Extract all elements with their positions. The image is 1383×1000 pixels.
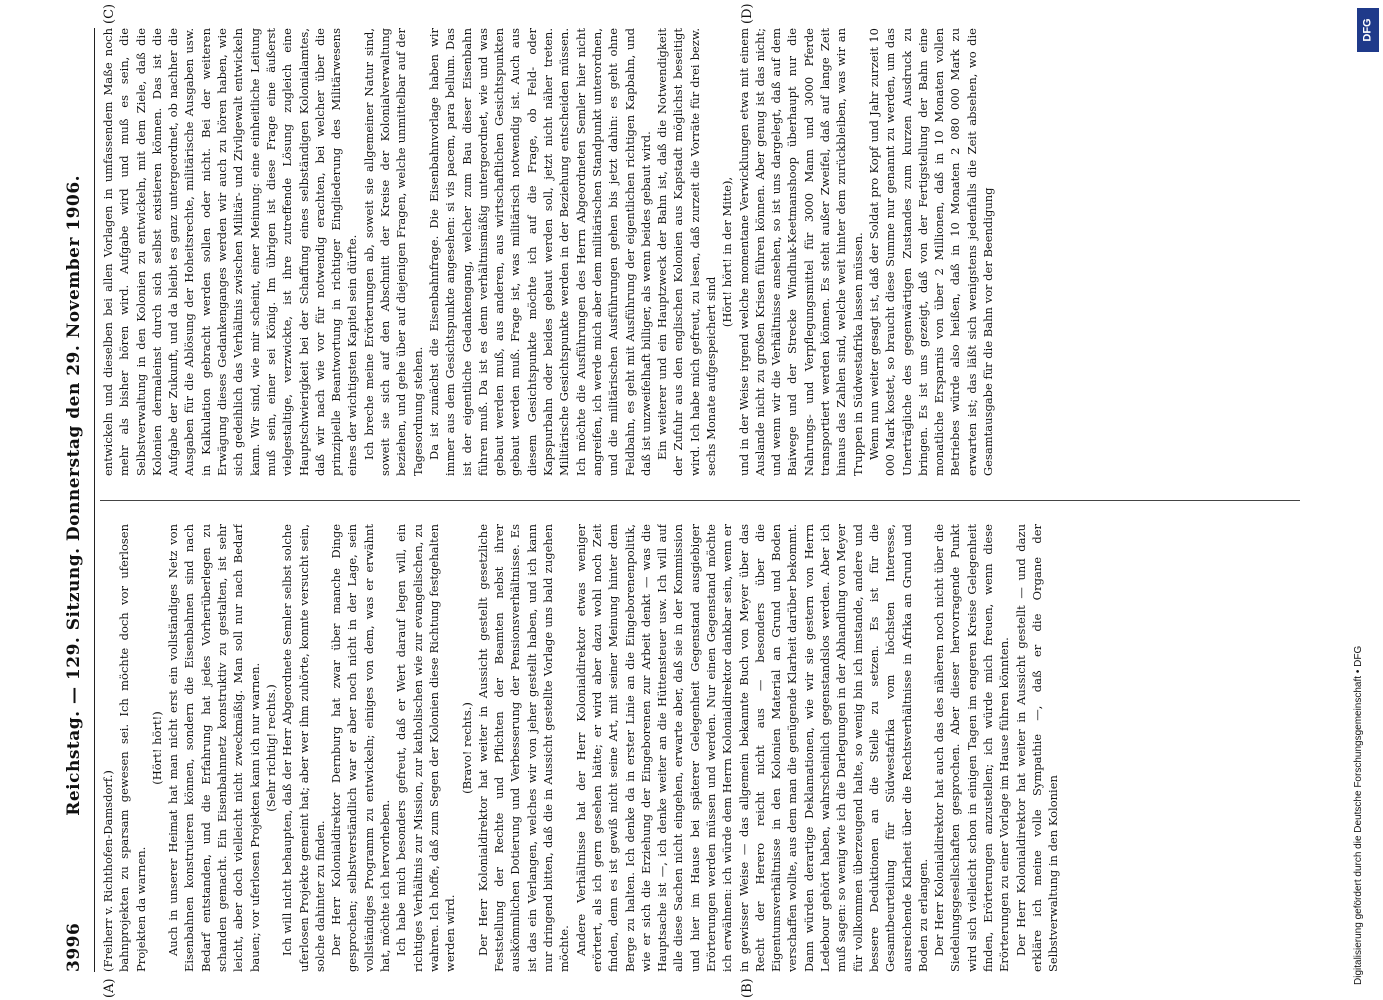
paragraph: Ich habe mich besonders gefreut, daß er Wert darauf legen will, ein richtiges Verhältnis zur Mission, zur katholischen wie zur evangelischen, zu wahren. Ich hoffe, daß zum Segen der Kolonien diese Richtung festgehalten werden wird.	[394, 524, 458, 972]
margin-mark-b: (B)	[740, 978, 755, 998]
credit-text: Digitalisierung gefördert durch die Deutsche Forschungsgemeinschaft • DFG	[1353, 645, 1364, 985]
margin-mark-c: (C)	[102, 3, 117, 24]
paragraph: Wenn nun weiter gesagt ist, daß der Soldat pro Kopf und Jahr zurzeit 10 000 Mark kostet, so braucht diese Summe nur genannt zu werden, um das Unerträgliche des gegenwärtigen Zustandes zum kurzen Ausdruck zu bringen. Es ist uns gezeigt, daß von der Fertigstellung der Bahn eine monatliche Ersparnis von über 2 Millionen, daß in 10 Monaten vollen Betriebes würde also heißen, daß in 10 Monaten 2 080 000 Mark zu erwarten ist; das läßt sich wenigstens jedenfalls die Zeit absehen, wo die Gesamtausgabe für die Bahn vor der Beendigung	[866, 28, 996, 476]
page-title: Reichstag. — 129. Sitzung. Donnerstag den 29. November 1906.	[64, 174, 84, 816]
page-number: 3996	[64, 922, 84, 972]
paragraph: Andere Verhältnisse hat der Herr Kolonialdirektor etwas weniger erörtert, als ich gern gesehen hätte; er wird aber dazu wohl noch Zeit finden, denn es ist gewiß nicht seine Art, mit seiner Meinung hinter dem Berge zu halten. Ich denke da in erster Linie an die Eingeborenenpolitik, wie er sich die Erziehung der Eingeborenen zur Arbeit denkt — was die Hauptsache ist —, ich denke weiter an die Hüttensteuer usw. Ich will auf alle diese Sachen nicht eingehen, erwarte aber, daß sie in der Kommission und hier im Hause bei späterer Gelegenheit Gegenstand ausgiebiger Erörterungen werden müssen und werden. Nur einen Gegenstand möchte ich erwähnen: ich würde dem Herrn Kolonialdirektor dankbar sein, wenn er in gewisser Weise — das allgemein bekannte Buch von Meyer über das Recht der Herero reicht nicht aus — besonders über die Eigentumsverhältnisse in den Kolonien Material an Grund und Boden verschaffen wollte, aus dem man die genügende Klarheit darüber bekommt. Dann würden derartige Deklamationen, wie wir sie gestern von Herrn Ledebour gehört haben, wahrscheinlich gegenstandslos werden. Aber ich muß sagen: so wenig wie ich die Darlegungen in der Abhandlung von Meyer für vollkommen überzeugend halte, so wenig bin ich imstande, andere und bessere Deduktionen an die Stelle zu setzen. Es ist für die Gesamtbeurteilung für Südwestafrika vom höchsten Interesse, ausreichende Klarheit über die Rechtsverhältnisse in Afrika an Grund und Boden zu erlangen.	[573, 524, 930, 972]
paragraph: Ein weiterer und ein Hauptzweck der Bahn ist, daß die Notwendigkeit der Zufuhr aus den englischen Kolonien aus Kapstadt möglichst beseitigt wird. Ich habe mich gefreut, zu lesen, daß zurzeit die Vorräte für drei bezw. sechs Monate aufgespeichert sind	[655, 28, 718, 476]
dfg-logo	[1357, 8, 1379, 52]
paragraph: Der Herr Kolonialdirektor hat weiter in Aussicht gestellt gesetzliche Feststellung der Rechte und Pflichten der Beamten nebst ihrer auskömmlichen Dotierung und Verbesserung der Pensionsverhältnisse. Es ist das ein Verlangen, welches wir von jeher gestellt haben, und ich kann nur dringend bitten, daß die in Aussicht gestellte Vorlage uns bald zugehen möchte.	[475, 524, 572, 972]
paragraph: (Hört! hört! in der Mitte),	[720, 176, 735, 328]
margin-mark-a: (A)	[102, 978, 117, 998]
right-column	[100, 28, 1300, 476]
newspaper-page	[50, 0, 1340, 1000]
dfg-logo-text: DFG	[1362, 18, 1375, 42]
paragraph: Da ist zunächst die Eisenbahnfrage. Die Eisenbahnvorlage haben wir immer aus dem Gesichtspunkte angesehen: si vis pacem, para bellum. Das ist der eigentliche Gedankengang, welcher zum Bau dieser Eisenbahn führen muß. Da ist es denn verhältnismäßig untergeordnet, wie und was gebaut werden muß, aus anderen, aus wirtschaftlichen Gesichtspunkten gebaut werden muß. Frage ist, was militärisch notwendig ist. Auch aus diesem Gesichtspunkte möchte ich auf die Frage, ob Feld- oder Kapspurbahn oder beides gebaut werden soll, jetzt nicht näher treten. Militärische Gesichtspunkte werden in der Beziehung entscheiden müssen. Ich möchte die Ausführungen des Herrn Abgeordneten Semler hier nicht angreifen, ich werde mich aber dem militärischen Standpunkt unterordnen, und die militärischen Ausführungen gehen bis jetzt dahin: es geht ohne Feldbahn, es geht mit Ausführung der eigentlichen richtigen Kapbahn, und daß ist unzweifelhaft billiger, als wenn beides gebaut wird.	[426, 28, 653, 476]
paragraph: Der Herr Kolonialdirektor hat weiter in Aussicht gestellt — und dazu erkläre ich meine volle Sympathie —, daß er die Organe der Selbstverwaltung in den Kolonien	[1013, 524, 1061, 972]
paragraph: (Freiherr v. Richthofen-Damsdorf.)	[101, 770, 115, 972]
left-column	[100, 524, 1300, 972]
paragraph: und in der Weise irgend welche momentane Verwicklungen etwa mit einem Auslande nicht zu großen Krisen führen können. Aber genug ist das nicht; und wenn wir die Verhältnisse ansehen, so ist uns dargelegt, daß auf dem Baiwege und der Strecke Windhuk-Keetmanshoop überhaupt nur die Nahrungs- und Verpflegungsmittel für 3000 Mann und 3000 Pferde transportiert werden können. Es steht außer Zweifel, daß auf lange Zeit hinaus das Zahlen sind, welche weit hinter dem zurückbleiben, was wir an Truppen in Südwestafrika lassen müssen.	[736, 28, 865, 476]
paragraph: (Bravo! rechts.)	[459, 702, 474, 794]
column-divider	[100, 500, 1300, 501]
paragraph: Der Herr Kolonialdirektor hat auch das des näheren noch nicht über die Siedelungsgesellschaften gesprochen. Aber dieser hervorragende Punkt wird sich vielleicht schon in einigen Tagen im engeren Kreise Gelegenheit finden, Erörterungen anzustellen; ich würde mich freuen, wenn diese Erörterungen zu einer Vorlage im Hause führen könnten.	[932, 524, 1012, 972]
paragraph: bahnprojekten zu sparsam gewesen sei. Ich möchte doch vor uferlosen Projekten da warnen.	[117, 524, 148, 972]
paragraph: (Hört! hört!)	[149, 711, 164, 785]
paragraph: Auch in unserer Heimat hat man nicht erst ein vollständiges Netz von Eisenbahnen konstruieren können, sondern die Eisenbahnen sind nach Bedarf entstanden, und die Erfahrung hat jedes Vorherüberlegen zu schanden gemacht. Ein Eisenbahnnetz konstruktiv zu gestalten, ist sehr leicht, aber doch vielleicht nicht zweckmäßig. Man soll nur nach Bedarf bauen; vor uferlosen Projekten kann ich nur warnen.	[166, 524, 262, 972]
paragraph: Ich will nicht behaupten, daß der Herr Abgeordnete Semler selbst solche uferlosen Projekte gemeint hat; aber wer ihm zuhörte, konnte versucht sein, solche dahinter zu finden.	[280, 524, 327, 972]
paragraph: (Sehr richtig! rechts.)	[263, 684, 278, 812]
header-rule	[94, 28, 95, 972]
paragraph: Der Herr Kolonialdirektor Dernburg hat zwar über manche Dinge gesprochen; selbstverständlich war er aber noch nicht in der Lage, sein vollständiges Programm zu entwickeln; einiges von dem, was er erwähnt hat, möchte ich hervorheben.	[329, 524, 393, 972]
page-header	[58, 28, 90, 972]
paragraph: entwickeln und dieselben bei allen Vorlagen in umfassendem Maße noch mehr als bisher hören wird. Aufgabe wird und muß es sein, die Selbstverwaltung in den Kolonien zu entwickeln, mit dem Ziele, daß die Kolonien dermaleinst durch sich selbst existieren können. Das ist die Aufgabe der Zukunft, und da bleibt es ganz untergeordnet, ob nachher die Ausgaben für die Ablösung der Hoheitsrechte, militärische Ausgaben usw. in Kalkulation gebracht werden sollen oder nicht. Bei der weiteren Erwägung dieses Gedankenganges werden wir auch zu hören haben, wie sich gedeihlich das Verhältnis zwischen Militär- und Zivilgewalt entwickeln kann. Wir sind, wie mir scheint, einer Meinung: eine einheitliche Leitung muß sein, einer sei König. Im übrigen ist diese Frage eine äußerst vielgestaltige, verzwickte, ist ihre zutreffende Lösung zugleich eine Hauptschwierigkeit bei der Schaffung eines selbständigen Kolonialamtes, daß wir nach wie vor für notwendig erachten, bei welcher über die prinzipielle Beantwortung in richtiger Eingliederung des Militärwesens eines der wichtigsten Kapitel sein dürfte.	[101, 28, 360, 476]
digitization-credit	[1345, 0, 1375, 1000]
margin-mark-d: (D)	[740, 3, 755, 24]
paragraph: Ich breche meine Erörterungen ab, soweit sie allgemeiner Natur sind, soweit sie sich auf den Abschnitt der Kreise der Kolonialverwaltung beziehen, und gehe über auf diejenigen Fragen, welche unmittelbar auf der Tagesordnung stehen.	[361, 28, 425, 476]
